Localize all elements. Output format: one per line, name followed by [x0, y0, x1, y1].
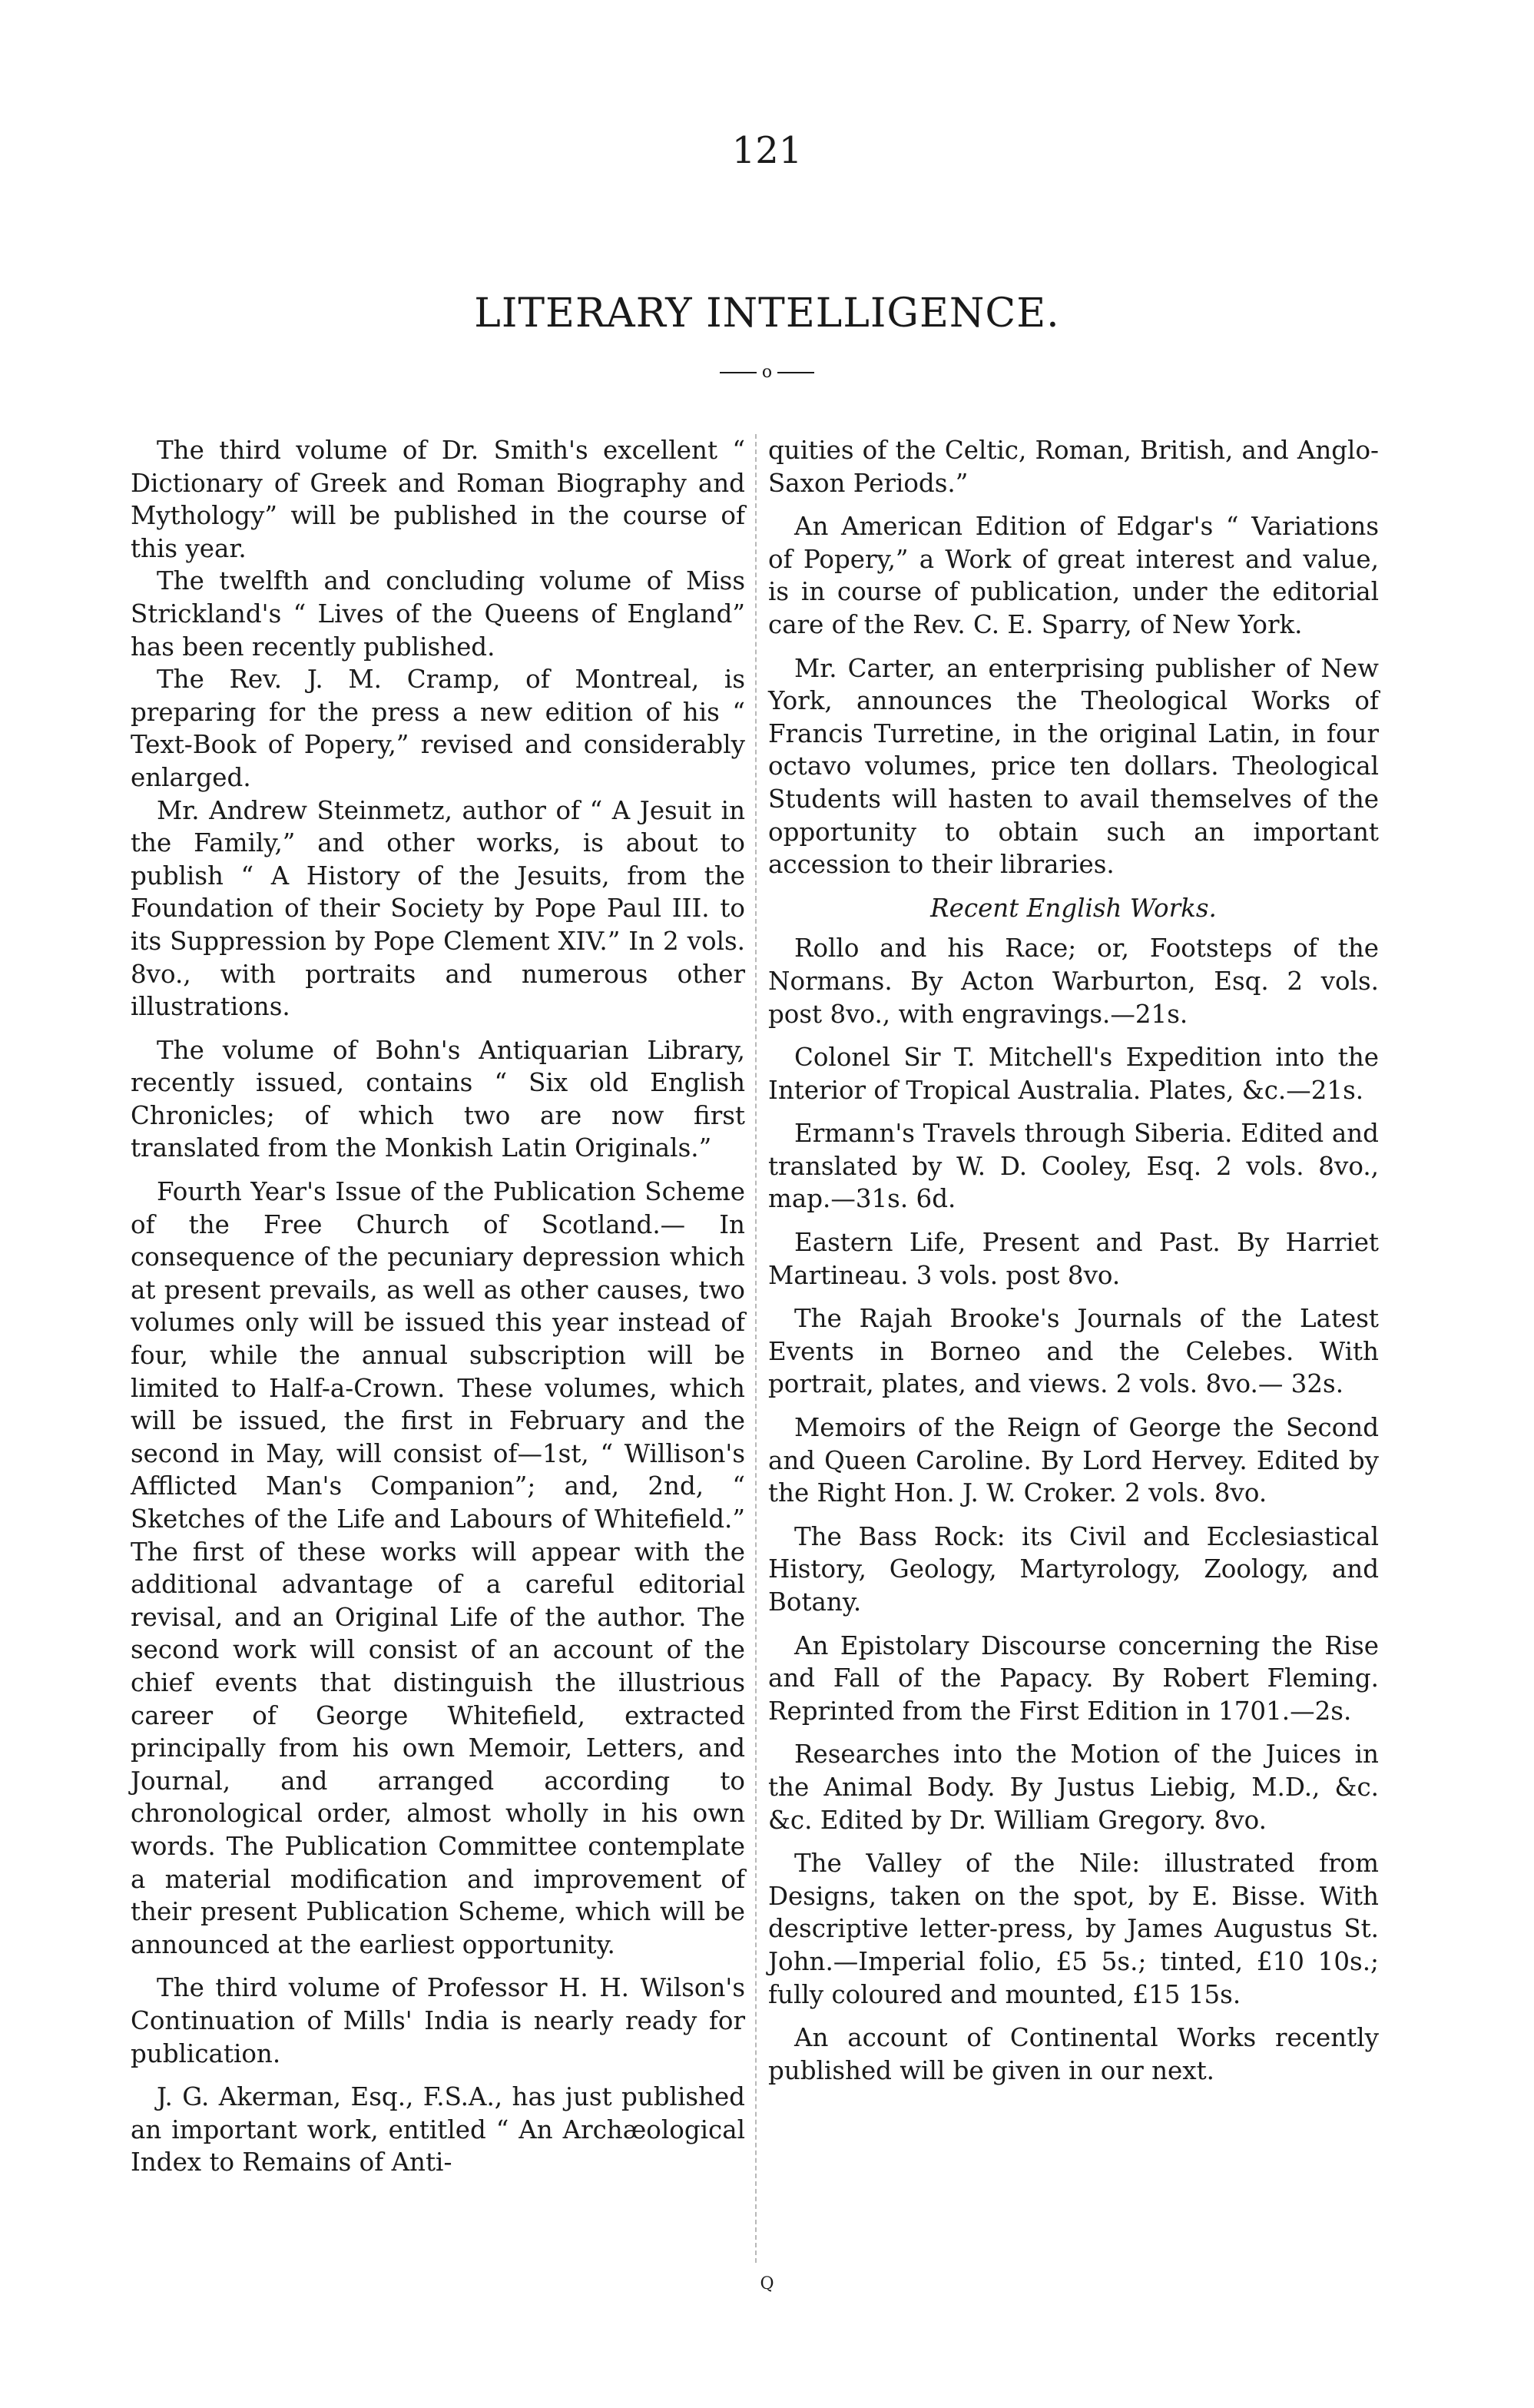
- left-column: [131, 434, 745, 2179]
- paragraph-cramp-popery: The Rev. J. M. Cramp, of Montreal, is preparing for the press a new edition of his “ Text-Book of Popery,” revised and considerably enlarged.: [131, 665, 745, 792]
- work-entry: Ermann's Travels through Siberia. Edited and translated by W. D. Cooley, Esq. 2 vols. 8vo., map.—31s. 6d.: [768, 1119, 1379, 1214]
- paragraph-free-church-scheme: Fourth Year's Issue of the Publication Scheme of the Free Church of Scotland.— In consequence of the pecuniary depression which at present prevails, as well as other causes, two volumes only will be issued this year instead of four, while the annual subscription will be limited to Half-a-Crown. These volumes, which will be issued, the first in February and the second in May, will consist of—1st, “ Willison's Afflicted Man's Companion”; and, 2nd, “ Sketches of the Life and Labours of Whitefield.” The first of these works will appear with the additional advantage of a careful editorial revisal, and an Original Life of the author. The second work will consist of an account of the chief events that distinguish the illustrious career of George Whitefield, extracted principally from his own Memoir, Letters, and Journal, and arranged according to chronological order, almost wholly in his own words. The Publication Committee contemplate a material modification and improvement of their present Publication Scheme, which will be announced at the earliest opportunity.: [131, 1177, 745, 1959]
- ornament-rule-left: [720, 372, 757, 373]
- paragraph-bohn-chronicles: The volume of Bohn's Antiquarian Library, recently issued, contains “ Six old English Chronicles; of which two are now first translated from the Monkish Latin Originals.”: [131, 1035, 745, 1163]
- paragraph-carter-turretine: Mr. Carter, an enterprising publisher of New York, announces the Theological Works of Francis Turretine, in the original Latin, in four octavo volumes, price ten dollars. Theological Students will hasten to avail themselves of the opportunity to obtain such an important accession to their libraries.: [768, 653, 1379, 880]
- work-entry: Colonel Sir T. Mitchell's Expedition into the Interior of Tropical Australia. Plates, &c.—21s.: [768, 1043, 1379, 1105]
- right-column: [768, 434, 1379, 2087]
- ornament-mark: o: [761, 363, 773, 382]
- work-entry: An Epistolary Discourse concerning the Rise and Fall of the Papacy. By Robert Fleming. Reprinted from the First Edition in 1701.—2s.: [768, 1630, 1379, 1726]
- paragraph-steinmetz-jesuits: Mr. Andrew Steinmetz, author of “ A Jesuit in the Family,” and other works, is about to publish “ A History of the Jesuits, from the Foundation of their Society by Pope Paul III. to its Suppression by Pope Clement XIV.” In 2 vols. 8vo., with portraits and numerous other illustrations.: [131, 795, 745, 1022]
- page-title: LITERARY INTELLIGENCE.: [474, 290, 1060, 337]
- paragraph-wilson-india: The third volume of Professor H. H. Wilson's Continuation of Mills' India is nearly ready for publication.: [131, 1973, 745, 2068]
- work-entry: Memoirs of the Reign of George the Second and Queen Caroline. By Lord Hervey. Edited by the Right Hon. J. W. Croker. 2 vols. 8vo.: [768, 1413, 1379, 1508]
- paragraph-akerman-index: J. G. Akerman, Esq., F.S.A., has just published an important work, entitled “ An Archæological Index to Remains of Anti-: [131, 2082, 745, 2177]
- work-entry: The Rajah Brooke's Journals of the Latest Events in Borneo and the Celebes. With portrait, plates, and views. 2 vols. 8vo.— 32s.: [768, 1304, 1379, 1399]
- paragraph-continental-works: An account of Continental Works recently published will be given in our next.: [768, 2023, 1379, 2085]
- paragraph-strickland-queens: The twelfth and concluding volume of Miss Strickland's “ Lives of the Queens of England” has been recently published.: [131, 566, 745, 662]
- work-entry: Eastern Life, Present and Past. By Harriet Martineau. 3 vols. post 8vo.: [768, 1228, 1379, 1290]
- section-heading-recent-works: Recent English Works.: [930, 893, 1217, 923]
- paragraph-akerman-continued: quities of the Celtic, Roman, British, and Anglo-Saxon Periods.”: [768, 436, 1379, 498]
- ornament-rule-right: [777, 372, 814, 373]
- signature-mark: Q: [760, 2274, 774, 2294]
- column-divider: [755, 434, 757, 2263]
- work-entry: Researches into the Motion of the Juices in the Animal Body. By Justus Liebig, M.D., &c. &c. Edited by Dr. William Gregory. 8vo.: [768, 1740, 1379, 1835]
- work-entry: The Valley of the Nile: illustrated from Designs, taken on the spot, by E. Bisse. With descriptive letter-press, by James Augustus St. John.—Imperial folio, £5 5s.; tinted, £10 10s.; fully coloured and mounted, £15 15s.: [768, 1849, 1379, 2009]
- paragraph-smith-dictionary: The third volume of Dr. Smith's excellent “ Dictionary of Greek and Roman Biography and Mythology” will be published in the course of this year.: [131, 436, 745, 563]
- work-entry: Rollo and his Race; or, Footsteps of the Normans. By Acton Warburton, Esq. 2 vols. post 8vo., with engravings.—21s.: [768, 934, 1379, 1029]
- paragraph-edgar-variations: An American Edition of Edgar's “ Variations of Popery,” a Work of great interest and value, is in course of publication, under the editorial care of the Rev. C. E. Sparry, of New York.: [768, 512, 1379, 639]
- work-entry: The Bass Rock: its Civil and Ecclesiastical History, Geology, Martyrology, Zoology, and Botany.: [768, 1521, 1379, 1617]
- title-ornament: [0, 363, 1534, 382]
- page-number: 121: [731, 129, 803, 172]
